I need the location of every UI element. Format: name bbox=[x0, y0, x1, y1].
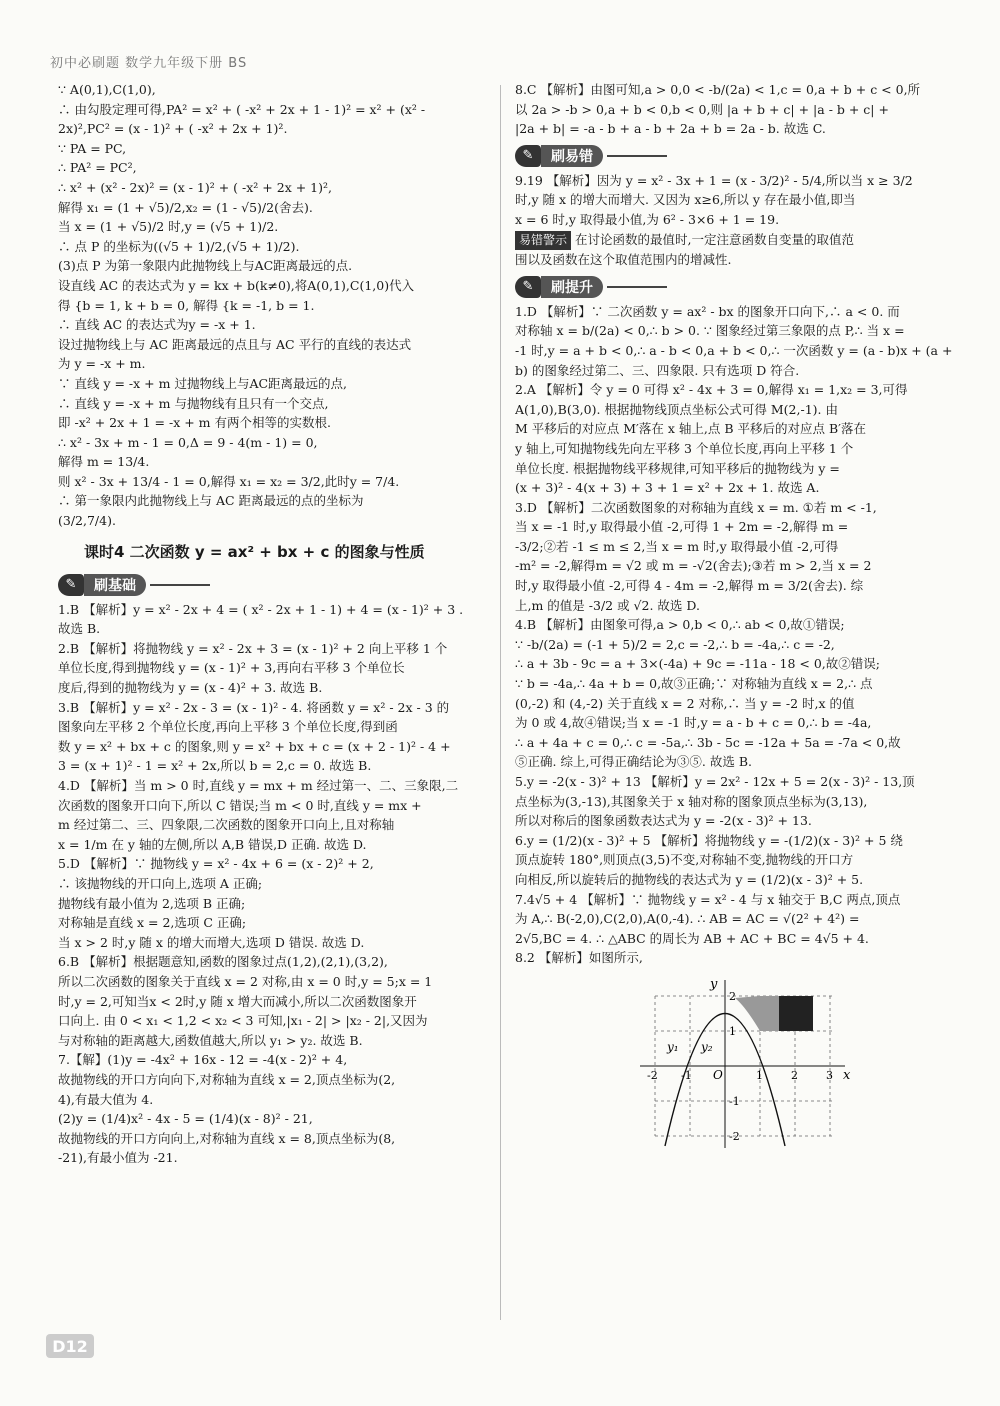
svg-text:-1: -1 bbox=[681, 1068, 692, 1082]
text-line: ∵ 直线 y = -x + m 过抛物线上与AC距离最远的点, bbox=[58, 375, 348, 391]
svg-text:2: 2 bbox=[791, 1068, 798, 1082]
text-line: 2√5,BC = 4. ∴ △ABC 的周长为 AB + AC + BC = 4√5 + 4. bbox=[515, 930, 869, 946]
text-line: 1.B 【解析】y = x² - 2x + 4 = ( x² - 2x + 1 - 1) + 4 = (x - 1)² + 3 . bbox=[58, 601, 464, 617]
text-line: 8.2 【解析】如图所示, bbox=[515, 950, 643, 966]
svg-text:1: 1 bbox=[756, 1068, 763, 1082]
text-line: 则 x² - 3x + 13/4 - 1 = 0,解得 x₁ = x₂ = 3/2,此时y = 7/4. bbox=[58, 473, 400, 489]
text-line: 3.D 【解析】二次函数图象的对称轴为直线 x = m. ①若 m < -1, bbox=[515, 499, 877, 515]
svg-text:1: 1 bbox=[729, 1024, 736, 1038]
text-line: 为 y = -x + m. bbox=[58, 356, 146, 372]
text-line: 2.B 【解析】将抛物线 y = x² - 2x + 3 = (x - 1)² + 2 向上平移 1 个 bbox=[58, 640, 448, 656]
text-line: 3 = (x + 1)² - 1 = x² + 2x,所以 b = 2,c = 0. 故选 B. bbox=[58, 758, 372, 774]
text-line: 4.D 【解析】当 m > 0 时,直线 y = mx + m 经过第一、二、三象限,二 bbox=[58, 778, 459, 793]
text-line: 设过抛物线上与 AC 距离最远的点且与 AC 平行的直线的表达式 bbox=[58, 336, 412, 352]
text-line: ∴ 第一象限内此抛物线上与 AC 距离最远的点的坐标为 bbox=[58, 493, 364, 509]
text-line: 抛物线有最小值为 2,选项 B 正确; bbox=[58, 895, 246, 911]
text-line: 与对称轴的距离越大,函数值越大,所以 y₁ > y₂. 故选 B. bbox=[58, 1032, 363, 1048]
text-line: 点坐标为(3,-13),其图象关于 x 轴对称的图象顶点坐标为(3,13), bbox=[515, 793, 868, 809]
left-column bbox=[58, 80, 490, 1168]
text-line: 当 x > 2 时,y 随 x 的增大而增大,选项 D 错误. 故选 D. bbox=[58, 934, 365, 950]
section-advance-label: 刷提升 bbox=[541, 276, 603, 298]
shaded-region-black bbox=[779, 996, 813, 1031]
warning-line-1: 易错警示 在讨论函数的最值时,一定注意函数自变量的取值范 bbox=[515, 230, 955, 251]
warning-label: 易错警示 bbox=[515, 231, 571, 251]
text-line: |2a + b| = -a - b + a - b + 2a + b = 2a - b. 故选 C. bbox=[515, 121, 826, 137]
text-line: 4.B 【解析】由图象可得,a > 0,b < 0,∴ ab < 0,故①错误; bbox=[515, 617, 845, 633]
text-line: 即 -x² + 2x + 1 = -x + m 有两个相等的实数根. bbox=[58, 415, 331, 431]
text-line: ∵ A(0,1),C(1,0), bbox=[58, 82, 156, 97]
text-line: 为 A,∴ B(-2,0),C(2,0),A(0,-4). ∴ AB = AC = √(2² + 4²) = bbox=[515, 911, 860, 927]
text-line: 7.4√5 + 4 【解析】∵ 抛物线 y = x² - 4 与 x 轴交于 B,C 两点,顶点 bbox=[515, 891, 901, 907]
text-line: 上,m 的值是 -3/2 或 √2. 故选 D. bbox=[515, 597, 700, 613]
text-line: ∴ 直线 AC 的表达式为y = -x + 1. bbox=[58, 317, 256, 333]
text-line: ∴ x² - 3x + m - 1 = 0,Δ = 9 - 4(m - 1) = 0, bbox=[58, 434, 318, 450]
text-line: 当 x = (1 + √5)/2 时,y = (√5 + 1)/2. bbox=[58, 219, 279, 235]
text-line: 8.C 【解析】由图可知,a > 0,0 < -b/(2a) < 1,c = 0,a + b + c < 0,所 bbox=[515, 82, 921, 97]
right-lines-b bbox=[515, 171, 955, 230]
text-line: ∴ 该抛物线的开口向上,选项 A 正确; bbox=[58, 875, 263, 891]
text-line: ∴ 点 P 的坐标为((√5 + 1)/2,(√5 + 1)/2). bbox=[58, 238, 300, 254]
pencil-icon: ✎ bbox=[515, 145, 541, 167]
text-line: 图象向左平移 2 个单位长度,再向上平移 3 个单位长度,得到函 bbox=[58, 719, 398, 735]
text-line: 时,y = 2,可知当x < 2时,y 随 x 增大而减小,所以二次函数图象开 bbox=[58, 993, 417, 1009]
left-lines-b bbox=[58, 600, 490, 1168]
text-line: 6.y = (1/2)(x - 3)² + 5 【解析】将抛物线 y = -(1/2)(x - 3)² + 5 绕 bbox=[515, 832, 903, 848]
text-line: ∴ a + 4a + c = 0,∴ c = -5a,∴ 3b - 5c = -12a + 5a = -7a < 0,故 bbox=[515, 734, 901, 750]
text-line: ∴ PA² = PC², bbox=[58, 160, 137, 176]
svg-text:-1: -1 bbox=[729, 1094, 740, 1108]
text-line: ⑤正确. 综上,可得正确结论为③⑤. 故选 B. bbox=[515, 754, 753, 770]
text-line: 所以对称后的图象函数表达式为 y = -2(x - 3)² + 13. bbox=[515, 813, 812, 829]
text-line: 1.D 【解析】∵ 二次函数 y = ax² - bx 的图象开口向下,∴ a < 0. 而 bbox=[515, 303, 900, 319]
text-line: -m² = -2,解得m = √2 或 m = -√2(舍去);③若 m > 2,当 x = 2 bbox=[515, 558, 872, 574]
text-line: 口向上. 由 0 < x₁ < 1,2 < x₂ < 3 可知,|x₁ - 2| > |x₂ - 2|,又因为 bbox=[58, 1013, 428, 1029]
section-error-label: 刷易错 bbox=[541, 145, 603, 167]
text-line: 为 0 或 4,故④错误;当 x = -1 时,y = a - b + c = 0,∴ b = -4a, bbox=[515, 715, 872, 731]
text-line: 故抛物线的开口方向向上,对称轴为直线 x = 8,顶点坐标为(8, bbox=[58, 1130, 396, 1146]
text-line: 2x)²,PC² = (x - 1)² + ( -x² + 2x + 1)². bbox=[58, 121, 288, 137]
pencil-icon: ✎ bbox=[58, 574, 84, 596]
text-line: (2)y = (1/4)x² - 4x - 5 = (1/4)(x - 8)² - 21, bbox=[58, 1111, 313, 1127]
text-line: 5.y = -2(x - 3)² + 13 【解析】y = 2x² - 12x + 5 = 2(x - 3)² - 13,顶 bbox=[515, 774, 915, 789]
right-column bbox=[515, 80, 955, 1155]
page-number: D12 bbox=[46, 1334, 94, 1358]
text-line: ∴ 直线 y = -x + m 与抛物线有且只有一个交点, bbox=[58, 395, 329, 411]
section-basic-label: 刷基础 bbox=[84, 574, 146, 596]
warning-line-2: 围以及函数在这个取值范围内的增减性. bbox=[515, 252, 732, 268]
text-line: ∴ 由勾股定理可得,PA² = x² + ( -x² + 2x + 1 - 1)² = x² + (x² - bbox=[58, 101, 426, 117]
left-lines-a bbox=[58, 80, 490, 531]
text-line: 时,y 随 x 的增大而增大. 又因为 x≥6,所以 y 存在最小值,即当 bbox=[515, 192, 856, 208]
parabola-figure bbox=[635, 976, 855, 1151]
column-divider bbox=[500, 85, 501, 1320]
text-line: ∴ a + 3b - 9c = a + 3×(-4a) + 9c = -11a - 18 < 0,故②错误; bbox=[515, 656, 880, 672]
text-line: 数 y = x² + bx + c 的图象,则 y = x² + bx + c = (x + 2 - 1)² - 4 + bbox=[58, 738, 451, 754]
text-line: 次函数的图象开口向下,所以 C 错误;当 m < 0 时,直线 y = mx + bbox=[58, 797, 422, 813]
text-line: x = 6 时,y 取得最小值,为 6² - 3×6 + 1 = 19. bbox=[515, 211, 780, 227]
text-line: (3/2,7/4). bbox=[58, 513, 116, 529]
text-line: 当 x = -1 时,y 取得最小值 -2,可得 1 + 2m = -2,解得 m = bbox=[515, 519, 849, 535]
text-line: 对称轴是直线 x = 2,选项 C 正确; bbox=[58, 915, 247, 931]
text-line: 解得 x₁ = (1 + √5)/2,x₂ = (1 - √5)/2(舍去). bbox=[58, 199, 313, 215]
text-line: 4),有最大值为 4. bbox=[58, 1091, 154, 1107]
lesson-title: 课时4 二次函数 y = ax² + bx + c 的图象与性质 bbox=[84, 542, 425, 561]
text-line: 解得 m = 13/4. bbox=[58, 454, 150, 470]
text-line: ∵ PA = PC, bbox=[58, 140, 127, 156]
text-line: 对称轴 x = b/(2a) < 0,∴ b > 0. ∵ 图象经过第三象限的点 P,∴ 当 x = bbox=[515, 323, 905, 339]
right-lines-a bbox=[515, 80, 955, 139]
text-line: 得 {b = 1, k + b = 0, 解得 {k = -1, b = 1. bbox=[58, 297, 315, 313]
running-header: 初中必刷题 数学九年级下册 BS bbox=[50, 56, 248, 71]
svg-text:2: 2 bbox=[729, 989, 736, 1003]
text-line: m 经过第二、三、四象限,二次函数的图象开口向上,且对称轴 bbox=[58, 817, 395, 833]
text-line: -3/2;②若 -1 ≤ m ≤ 2,当 x = m 时,y 取得最小值 -2,可得 bbox=[515, 538, 839, 554]
svg-text:y₂: y₂ bbox=[701, 1039, 713, 1054]
text-line: 6.B 【解析】根据题意知,函数的图象过点(1,2),(2,1),(3,2), bbox=[58, 954, 388, 970]
text-line: y 轴上,可知抛物线先向左平移 3 个单位长度,再向上平移 1 个 bbox=[515, 440, 854, 456]
text-line: 故抛物线的开口方向向下,对称轴为直线 x = 2,顶点坐标为(2, bbox=[58, 1071, 396, 1087]
right-lines-c bbox=[515, 302, 955, 968]
text-line: 9.19 【解析】因为 y = x² - 3x + 1 = (x - 3/2)² - 5/4,所以当 x ≥ 3/2 bbox=[515, 172, 913, 188]
text-line: 单位长度. 根据抛物线平移规律,可知平移后的抛物线为 y = bbox=[515, 460, 840, 476]
text-line: (3)点 P 为第一象限内此抛物线上与AC距离最远的点. bbox=[58, 258, 353, 274]
text-line: -1 时,y = a + b < 0,∴ a - b < 0,a + b < 0,∴ 一次函数 y = (a - b)x + (a + bbox=[515, 342, 953, 358]
svg-text:x: x bbox=[843, 1067, 851, 1083]
text-line: 所以二次函数的图象关于直线 x = 2 对称,由 x = 0 时,y = 5;x = 1 bbox=[58, 973, 433, 989]
text-line: 度后,得到的抛物线为 y = (x - 4)² + 3. 故选 B. bbox=[58, 680, 323, 696]
text-line: ∴ x² + (x² - 2x)² = (x - 1)² + ( -x² + 2x + 1)², bbox=[58, 179, 332, 195]
shaded-region-gray bbox=[735, 996, 779, 1031]
text-line: 2.A 【解析】令 y = 0 可得 x² - 4x + 3 = 0,解得 x₁ = 1,x₂ = 3,可得 bbox=[515, 382, 908, 398]
section-error-badge bbox=[515, 145, 667, 167]
text-line: A(1,0),B(3,0). 根据抛物线顶点坐标公式可得 M(2,-1). 由 bbox=[515, 401, 838, 417]
text-line: ∵ b = -4a,∴ 4a + b = 0,故③正确;∵ 对称轴为直线 x = 2,∴ 点 bbox=[515, 676, 873, 692]
text-line: 以 2a > -b > 0,a + b < 0,b < 0,则 |a + b + c| + |a - b + c| + bbox=[515, 101, 889, 117]
text-line: 3.B 【解析】y = x² - 2x - 3 = (x - 1)² - 4. 将函数 y = x² - 2x - 3 的 bbox=[58, 699, 450, 715]
section-advance-badge bbox=[515, 276, 667, 298]
text-line: 5.D 【解析】∵ 抛物线 y = x² - 4x + 6 = (x - 2)² + 2, bbox=[58, 856, 374, 872]
text-line: 向相反,所以旋转后的抛物线的表达式为 y = (1/2)(x - 3)² + 5. bbox=[515, 871, 864, 887]
pencil-icon: ✎ bbox=[515, 276, 541, 298]
text-line: 单位长度,得到抛物线 y = (x - 1)² + 3,再向右平移 3 个单位长 bbox=[58, 660, 405, 676]
text-line: (x + 3)² - 4(x + 3) + 3 + 1 = x² + 2x + 1. 故选 A. bbox=[515, 480, 820, 496]
svg-text:O: O bbox=[713, 1067, 723, 1082]
text-line: x = 1/m 在 y 轴的左侧,所以 A,B 错误,D 正确. 故选 D. bbox=[58, 836, 367, 852]
svg-text:y: y bbox=[710, 976, 718, 992]
section-basic-badge bbox=[58, 574, 210, 596]
text-line: -21),有最小值为 -21. bbox=[58, 1150, 178, 1166]
text-line: 时,y 取得最小值 -2,可得 4 - 4m = -2,解得 m = 3/2(舍去). 综 bbox=[515, 578, 864, 594]
text-line: 故选 B. bbox=[58, 621, 101, 637]
text-line: ∵ -b/(2a) = (-1 + 5)/2 = 2,c = -2,∴ b = -4a,∴ c = -2, bbox=[515, 636, 835, 652]
text-line: b) 的图象经过第二、三、四象限. 只有选项 D 符合. bbox=[515, 362, 800, 378]
svg-text:-2: -2 bbox=[647, 1068, 658, 1082]
svg-text:3: 3 bbox=[826, 1068, 833, 1082]
text-line: 顶点旋转 180°,则顶点(3,5)不变,对称轴不变,抛物线的开口方 bbox=[515, 852, 854, 868]
svg-text:y₁: y₁ bbox=[667, 1039, 679, 1054]
text-line: (0,-2) 和 (4,-2) 关于直线 x = 2 对称,∴ 当 y = -2 时,x 的值 bbox=[515, 695, 855, 711]
text-line: M 平移后的对应点 M′落在 x 轴上,点 B 平移后的对应点 B′落在 bbox=[515, 421, 866, 437]
text-line: 设直线 AC 的表达式为 y = kx + b(k≠0),将A(0,1),C(1,0)代入 bbox=[58, 277, 415, 293]
svg-text:-2: -2 bbox=[729, 1129, 740, 1143]
text-line: 7.【解】(1)y = -4x² + 16x - 12 = -4(x - 2)² + 4, bbox=[58, 1052, 348, 1068]
